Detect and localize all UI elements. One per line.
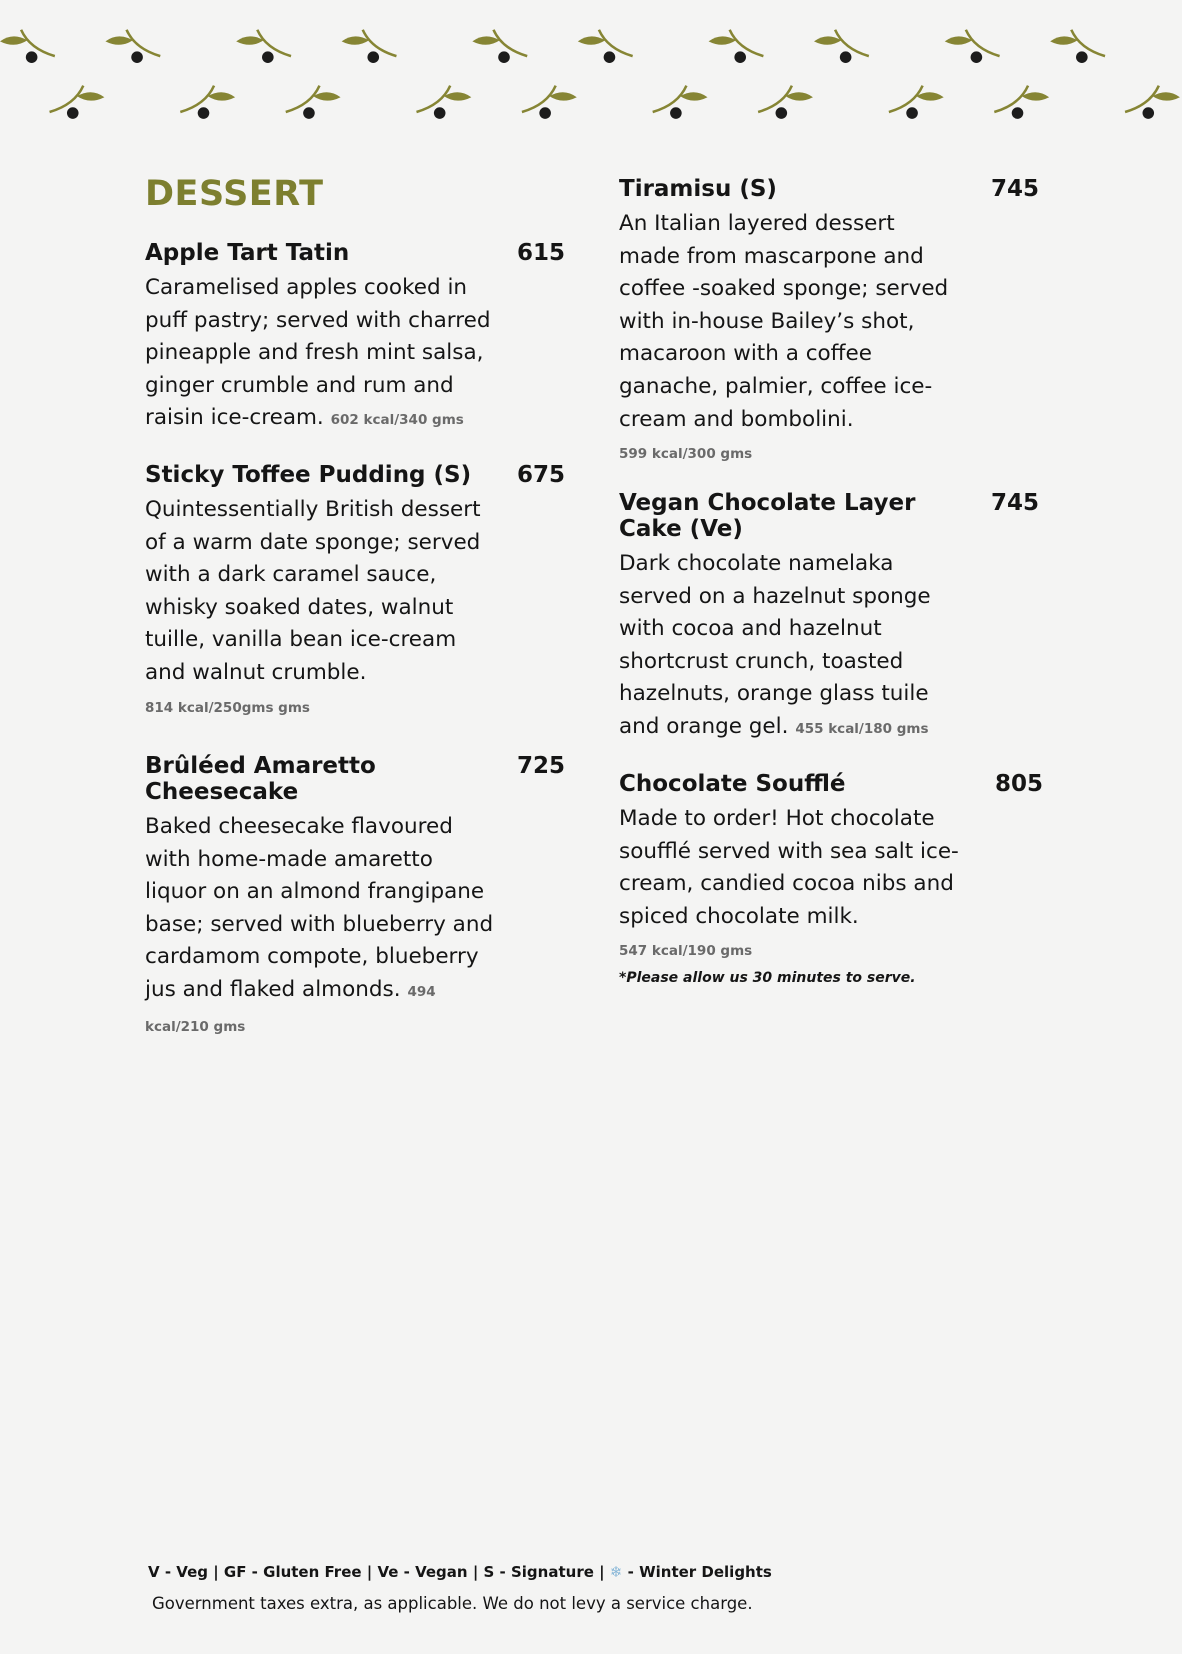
menu-item: [145, 462, 566, 724]
item-calories: 547 kcal/190 gms: [619, 943, 753, 960]
snowflake-icon: ❄: [609, 1563, 623, 1581]
olive-icon: [105, 30, 160, 63]
olive-icon: [50, 86, 105, 119]
item-calories: 599 kcal/300 gms: [619, 446, 753, 463]
dietary-legend: [148, 1563, 772, 1581]
menu-item: [145, 240, 566, 437]
item-calories: 814 kcal/250gms gms: [145, 699, 310, 716]
item-calories: 602 kcal/340 gms: [330, 412, 464, 429]
menu-item: [619, 176, 1040, 471]
item-title: Tiramisu (S): [619, 176, 777, 202]
item-price: 615: [517, 240, 566, 266]
item-title: Apple Tart Tatin: [145, 240, 350, 266]
item-description: Caramelised apples cooked in puff pastry; served with charred pineapple and fresh mint salsa, ginger crumble and rum and raisin ice-cream.: [145, 275, 491, 431]
item-price: 745: [991, 490, 1040, 516]
olive-icon: [236, 30, 291, 63]
item-calories: 494 kcal/210 gms: [145, 983, 436, 1035]
olive-icon: [758, 86, 813, 119]
legend-text: V - Veg | GF - Gluten Free | Ve - Vegan | S - Signature |: [148, 1563, 610, 1581]
olive-icon: [994, 86, 1049, 119]
olive-branch-pattern: [0, 0, 1182, 127]
section-title: DESSERT: [145, 174, 324, 214]
item-calories: 455 kcal/180 gms: [795, 720, 929, 737]
item-description: Baked cheesecake flavoured with home-made amaretto liquor on an almond frangipane base; served with blueberry and cardamom compote, blueberry jus and flaked almonds.: [145, 814, 494, 1002]
olive-icon: [653, 86, 708, 119]
olive-icon: [814, 30, 869, 63]
olive-icon: [286, 86, 341, 119]
olive-icon: [180, 86, 235, 119]
item-price: 675: [517, 462, 566, 488]
item-description: Made to order! Hot chocolate soufflé served with sea salt ice-cream, candied cocoa nibs and spiced chocolate milk.: [619, 806, 959, 929]
item-price: 725: [517, 753, 566, 779]
menu-item: [145, 753, 566, 1043]
item-title: Chocolate Soufflé: [619, 771, 846, 797]
menu-item: [619, 771, 1044, 986]
olive-icon: [945, 30, 1000, 63]
item-description: Dark chocolate namelaka served on a hazelnut sponge with cocoa and hazelnut shortcrust crunch, toasted hazelnuts, orange glass tuile and orange gel.: [619, 551, 931, 739]
olive-icon: [472, 30, 527, 63]
olive-icon: [709, 30, 764, 63]
olive-icon: [1050, 30, 1105, 63]
item-description: Quintessentially British dessert of a warm date sponge; served with a dark caramel sauce, whisky soaked dates, walnut tuille, vanilla bean ice-cream and walnut crumble.: [145, 497, 481, 685]
menu-item: [619, 490, 1040, 746]
item-price: 745: [991, 176, 1040, 202]
olive-icon: [578, 30, 633, 63]
item-title: Vegan Chocolate Layer Cake (Ve): [619, 490, 916, 542]
olive-icon: [1125, 86, 1180, 119]
item-note: *Please allow us 30 minutes to serve.: [619, 969, 916, 986]
item-description: An Italian layered dessert made from mascarpone and coffee -soaked sponge; served with in-house Bailey’s shot, macaroon with a coffee ganache, palmier, coffee ice-cream and bombolini.: [619, 211, 949, 432]
item-price: 805: [995, 771, 1044, 797]
tax-note: Government taxes extra, as applicable. We do not levy a service charge.: [152, 1594, 753, 1613]
olive-icon: [416, 86, 471, 119]
olive-icon: [0, 30, 55, 63]
legend-winter-text: - Winter Delights: [622, 1563, 772, 1581]
olive-icon: [342, 30, 397, 63]
item-title: Sticky Toffee Pudding (S): [145, 462, 472, 488]
olive-icon: [522, 86, 577, 119]
item-title: Brûléed Amaretto Cheesecake: [145, 753, 376, 805]
olive-icon: [889, 86, 944, 119]
